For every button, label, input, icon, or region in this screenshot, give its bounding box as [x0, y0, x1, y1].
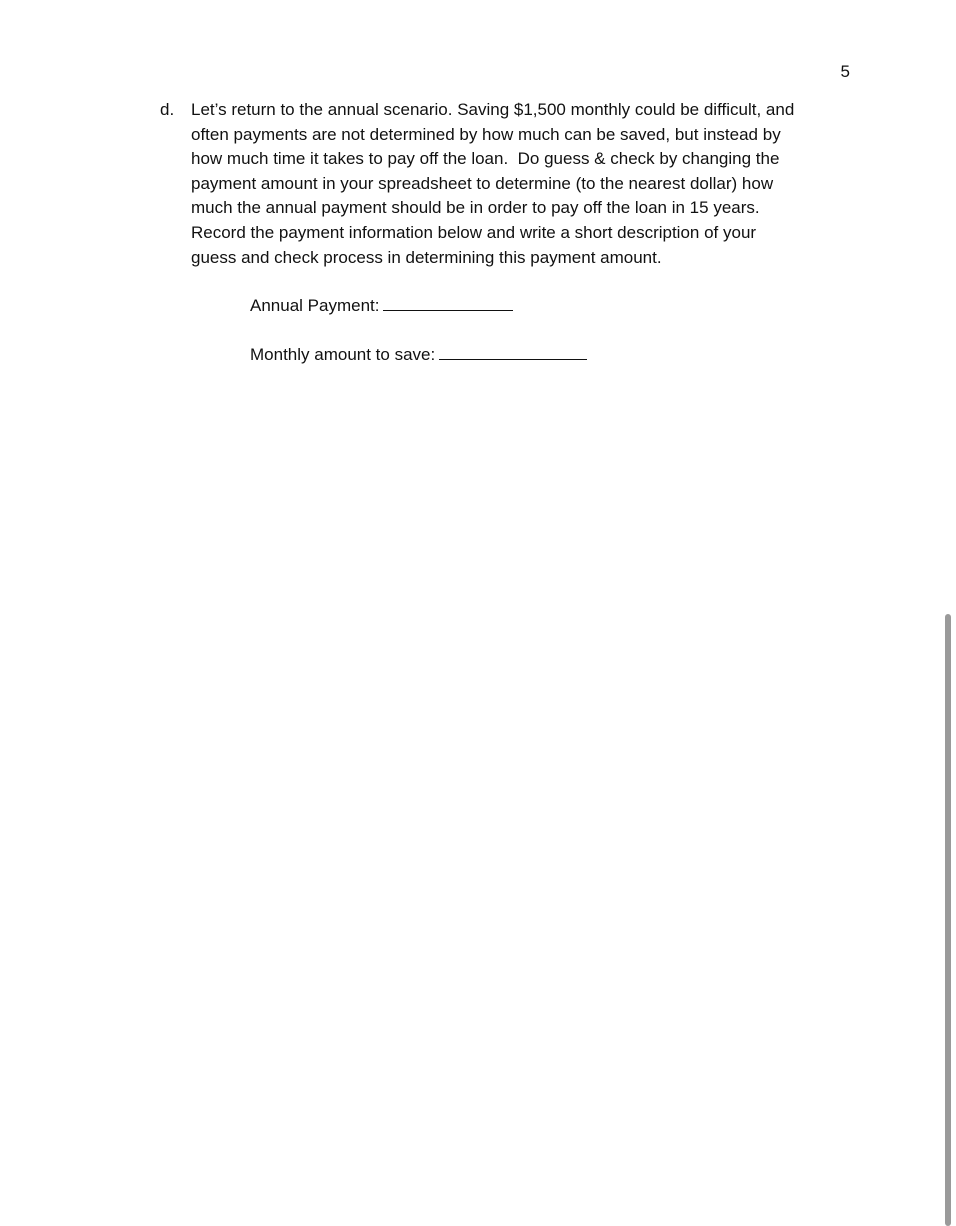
- annual-payment-row: [250, 294, 513, 317]
- question-line: how much time it takes to pay off the loan. Do guess & check by changing the: [191, 149, 780, 169]
- vertical-scrollbar[interactable]: [942, 0, 956, 1226]
- monthly-amount-blank[interactable]: [439, 343, 587, 360]
- page-number: 5: [840, 62, 850, 81]
- question-marker: d.: [160, 100, 175, 119]
- question-line: guess and check process in determining this payment amount.: [191, 247, 662, 267]
- question-line: payment amount in your spreadsheet to determine (to the nearest dollar) how: [191, 173, 774, 193]
- question-line: often payments are not determined by how much can be saved, but instead by: [191, 124, 781, 144]
- annual-payment-blank[interactable]: [383, 294, 513, 311]
- question-line: Let’s return to the annual scenario. Saving $1,500 monthly could be difficult, and: [191, 100, 795, 119]
- question-line: Record the payment information below and write a short description of your: [191, 222, 757, 242]
- question-text: [191, 98, 837, 270]
- monthly-amount-label: Monthly amount to save:: [250, 345, 436, 364]
- question-line: much the annual payment should be in order to pay off the loan in 15 years.: [191, 198, 760, 218]
- scrollbar-thumb[interactable]: [945, 614, 951, 1226]
- monthly-amount-row: [250, 343, 587, 366]
- annual-payment-label: Annual Payment:: [250, 296, 380, 315]
